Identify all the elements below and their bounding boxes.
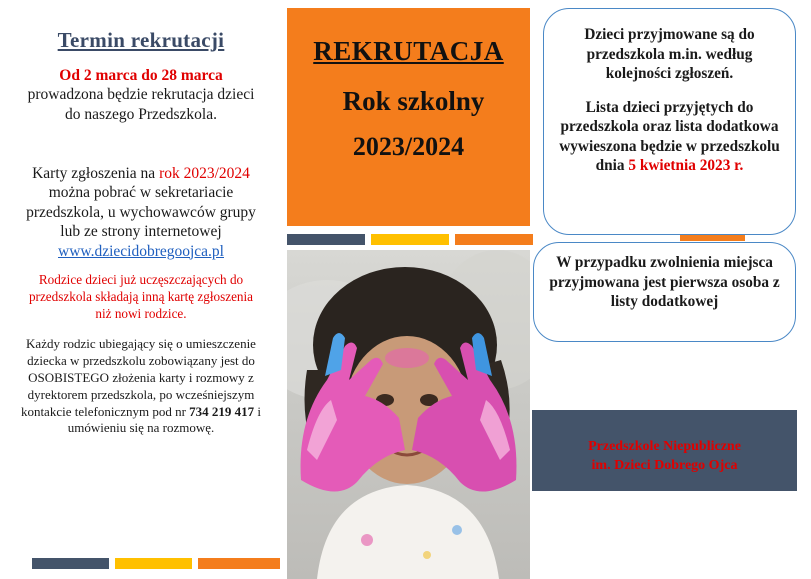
info-end: i umówieniu się na rozmowę. [67,403,262,436]
announcement-date: 5 kwietnia 2023 r. [628,157,744,175]
school-year: 2023/2024 [352,132,465,161]
school-name-box [532,410,797,491]
phone-number: 734 219 417 [189,403,255,419]
child-heart-hands-photo-icon [287,250,530,579]
dates-range: Od 2 marca do 28 marca [59,67,223,84]
website-link[interactable]: www.dziecidobregoojca.pl [58,242,224,260]
heading: REKRUTACJA [313,36,504,66]
decor-bars-left [32,558,280,569]
forms-year: rok 2023/2024 [159,165,250,182]
school-name-line2: im. Dzieci Dobrego Ojca [591,457,738,473]
forms-prefix: Karty zgłoszenia na [32,165,160,182]
decor-bars-center [287,234,533,245]
returning-parents-notice: Rodzice dzieci już uczęszczających do przedszkola składają inną kartę zgłoszenia niż nowi rodzice. [28,272,254,321]
admission-info-bubble [543,8,796,235]
list-announcement [544,98,795,176]
personal-visit-info [0,336,282,437]
section-title: Termin rekrutacji [57,28,225,52]
info-text: Każdy rodzic ubiegający się o umieszczenie dziecka w przedszkolu zobowiązany jest do OSOBISTEGO złożenia karty i rozmowy z dyrektorem przedszkola, po wcześniejszym kontakcie telefonicznym pod nr [20,336,256,419]
vacancy-text: W przypadku zwolnienia miejsca przyjmowana jest pierwsza osoba z listy dodatkowej [549,254,780,311]
recruitment-dates [0,66,282,124]
dates-description: prowadzona będzie rekrutacja dzieci do naszego Przedszkola. [27,86,255,123]
forms-description: można pobrać w sekretariacie przedszkola, u wychowawców grupy lub ze strony internetowej [26,184,256,241]
forms-info [0,164,282,261]
decor-bar-slate [32,558,109,569]
admission-order-text: Dzieci przyjmowane są do przedszkola m.in. według kolejności zgłoszeń. [584,26,755,83]
decor-bar-slate [287,234,365,245]
decor-bar-yellow [115,558,192,569]
left-column [0,0,282,579]
decor-bar-yellow [371,234,449,245]
list-announcement-text: Lista dzieci przyjętych do przedszkola oraz lista dodatkowa wywieszona będzie w przedszkolu dnia [559,98,780,175]
child-photo [287,250,530,579]
school-name-line1: Przedszkole Niepubliczne [588,439,741,454]
decor-bar-orange [455,234,533,245]
school-year-label: Rok szkolny [342,86,485,116]
header-box [287,8,530,226]
vacancy-info-bubble [533,242,796,342]
decor-bar-orange [198,558,280,569]
